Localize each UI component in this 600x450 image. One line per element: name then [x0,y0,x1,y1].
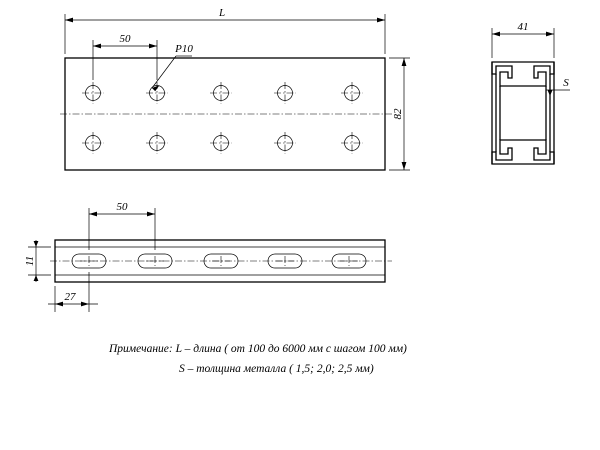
hole [146,132,168,154]
dimension-pitch-side-label: 50 [116,201,128,213]
dimension-hole-diameter [152,43,193,91]
dimension-side-height-label: 11 [24,255,36,267]
slot [332,254,366,268]
front-hole-row-top [82,82,363,104]
dimension-pitch-front-label: 50 [119,33,131,45]
hole [82,132,104,154]
dimension-side-height [24,240,51,282]
hole [210,132,232,154]
dimension-length [65,7,385,54]
front-view [60,7,410,170]
dimension-section-thickness-label: S [563,77,569,89]
dimension-height-front-label: 82 [392,108,404,120]
hole [210,82,232,104]
dimension-hole-diameter-label: Р10 [175,43,193,55]
side-view [24,201,392,312]
hole [341,82,363,104]
dimension-edge-offset-label: 27 [64,291,76,303]
note-line-1: Примечание: L – длина ( от 100 до 6000 мм с шагом 100 мм) [109,343,407,355]
hole [274,82,296,104]
hole [341,132,363,154]
dimension-height-front [389,58,410,170]
cross-section-view [492,21,570,164]
section-upper-profile [492,62,554,86]
dimension-section-width-label: 41 [517,21,529,33]
hole [146,82,168,104]
dimension-pitch-front [93,33,157,80]
hole [274,132,296,154]
front-hole-row-bottom [82,132,363,154]
notes-block [108,343,407,375]
dimension-length-label: L [218,7,226,19]
section-lower-profile [492,140,554,164]
dimension-section-width [492,21,554,58]
dimension-pitch-side [89,201,155,250]
hole [82,82,104,104]
note-line-2: S – толщина металла ( 1,5; 2,0; 2,5 мм) [179,363,374,375]
